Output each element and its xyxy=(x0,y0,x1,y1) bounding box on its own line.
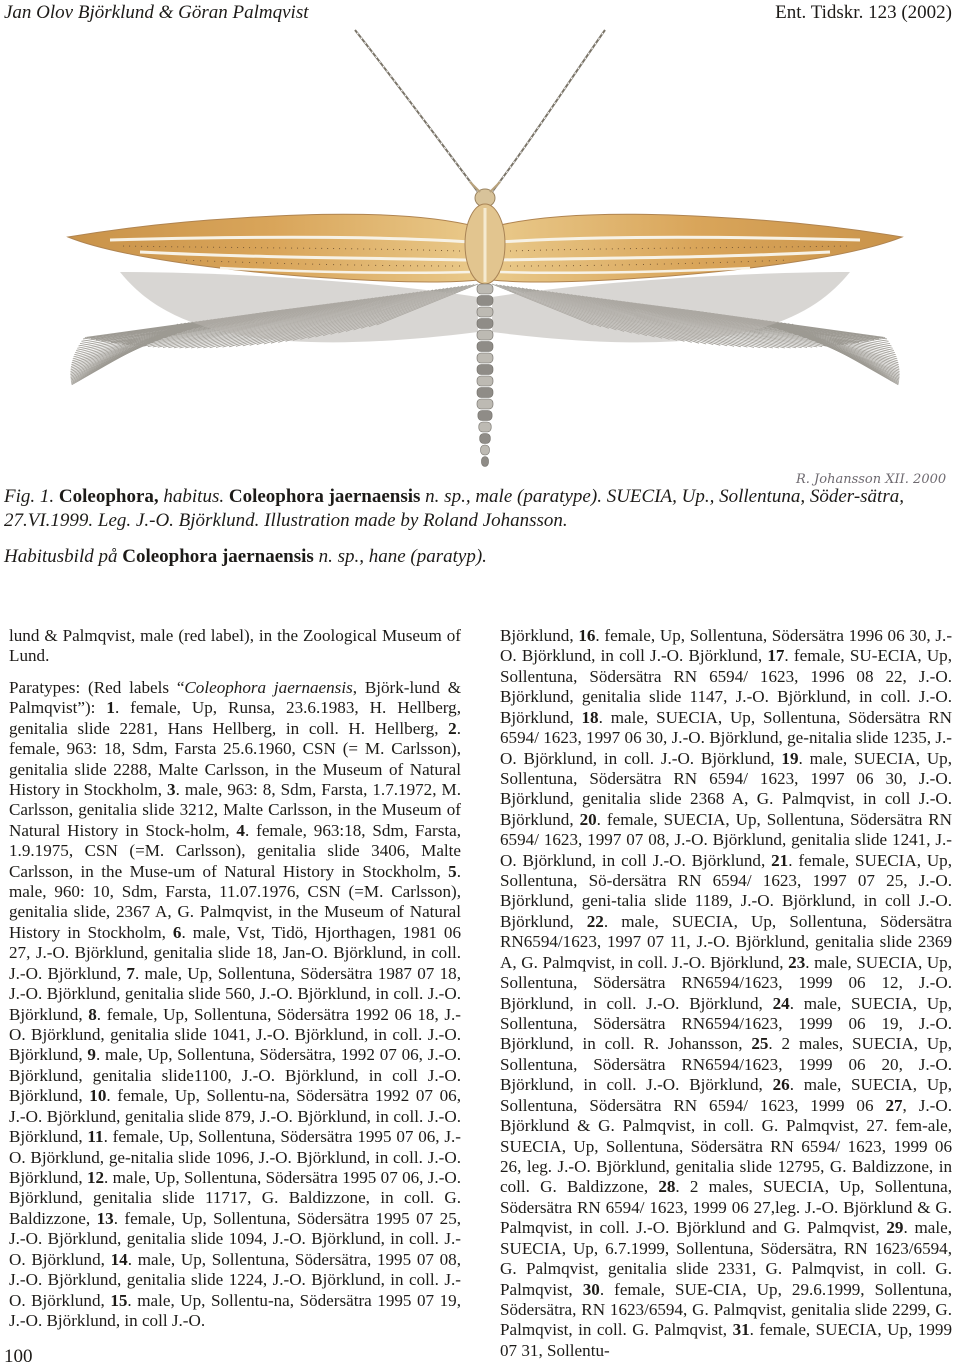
bold-run: 21 xyxy=(771,850,789,870)
text-run: . female, Up, Sollentuna, Södersätra 1995 07 25, J.-O. Björklund, genitalia slide 1094, J.-O. Björklund, in coll. J.-O. Björklund, xyxy=(9,1208,462,1269)
text-run: . female, SU-ECIA, Up, Sollentuna, Södersätra RN 6594/ 1623, 1996 08 22, J.-O. Björklund, genitalia slide 1147, J.-O. Björklund, in coll. J.-O. Björklund, xyxy=(500,646,952,727)
bold-run: 31 xyxy=(732,1320,750,1340)
text-run: Paratypes: xyxy=(9,677,81,697)
bold-run: Coleophora jaernaensis xyxy=(122,546,314,567)
bold-run: 19 xyxy=(781,748,799,768)
right-forewing xyxy=(492,214,902,282)
text-run: . male, Up, Sollentuna, Södersätra 1995 07 06, J.-O. Björklund, genitalia slide 11717, G. Baldizzone, in coll. G. Baldizzone, xyxy=(9,1167,462,1228)
text-run: . female, 963:18, Sdm, Farsta, 1.9.1975, CSN (=M. Carlsson), genitalia slide 3406, Malte Carlsson, in the Muse-um of Natural History in Stockholm, xyxy=(9,820,461,881)
text-run: . male, SUECIA, Up, Sollentuna, Södersätra RN 6594/ 1623, 1997 06 30, J.-O. Björklund, genitalia slide 2368 A, G. Palmqvist, in coll J.-O. Björklund, xyxy=(500,748,952,829)
text-run: habitus. xyxy=(158,486,229,507)
text-run: . male, SUECIA, Up, Sollentuna, Södersätra RN6594/1623, 1999 06 12, J.-O. Björklund, in coll. J.-O. Björklund, xyxy=(500,952,952,1013)
bold-run: 23 xyxy=(788,952,806,972)
text-run: n. sp., male (paratype). SUECIA, Up., Sollentuna, Söder-sätra, 27.VI.1999. Leg. J.-O. Björklund. Illustration made by Roland Johansson. xyxy=(4,486,904,531)
bold-run: 30 xyxy=(582,1279,600,1299)
bold-run: 22 xyxy=(586,911,604,931)
moth-illustration xyxy=(0,22,960,500)
header-journal: Ent. Tidskr. 123 (2002) xyxy=(775,2,952,23)
bold-run: 28 xyxy=(658,1177,676,1197)
bold-run: 11 xyxy=(87,1127,104,1147)
text-run: , Björk-lund & Palmqvist”): xyxy=(9,677,461,718)
bold-run: 16 xyxy=(578,626,596,645)
text-run: n. sp., hane (paratyp). xyxy=(313,546,487,567)
figure-caption xyxy=(4,485,952,569)
bold-run: 1 xyxy=(106,698,115,718)
text-run: . female, Up, Sollentuna, Södersätra 1995 07 06, J.-O. Björklund, ge-nitalia slide 1096, J.-O. Björklund, in coll. J.-O. Björklund, xyxy=(9,1127,461,1187)
text-run: Habitusbild på xyxy=(4,546,123,567)
text-run: . male, SUECIA, Up, 6.7.1999, Sollentuna, Södersätra, RN 1623/6594, G. Palmqvist, genitalia slide 2331, G. Palmqvist, in coll. G. Palmqvist, xyxy=(500,1218,952,1299)
text-run: . female, SUE-CIA, Up, 29.6.1999, Sollentuna, Södersätra, RN 1623/6594, G. Palmqvist, genitalia slide 2299, G. Palmqvist, in coll. G. Palmqvist, xyxy=(500,1279,953,1340)
left-forewing xyxy=(68,214,478,282)
text-run: . male, Vst, Tidö, Hjorthagen, 1981 06 27, J.-O. Björklund, genitalia slide 18, Jan-O. Björklund, in coll. J.-O. Björklund, xyxy=(9,922,462,983)
text-run: . female, SUECIA, Up, Sollentuna, Södersätra RN 6594/ 1623, 1997 07 08, J.-O. Björklund, genitalia slide 1241, J.-O. Björklund, in coll J.-O. Björklund, xyxy=(500,809,953,870)
text-run: . female, 963: 18, Sdm, Farsta 25.6.1960, CSN (= M. Carlsson), genitalia slide 2288, Malte Carlsson, in the Museum of Natural History in Stockholm, xyxy=(9,718,461,799)
moth-thorax xyxy=(465,204,505,284)
text-run: . 2 males, SUECIA, Up, Sollentuna, Södersätra RN 6594/ 1623, 1999 06 27,leg. J.-O. Björklund & G. Palmqvist, in coll. J.-O. Björklund and G. Palmqvist, xyxy=(500,1177,952,1238)
bold-run: 4 xyxy=(236,820,245,840)
text-run: (Red labels “ xyxy=(80,677,185,697)
text-run: . female, SUECIA, Up, Sollentuna, Sö-dersätra RN 6594/ 1623, 1997 07 25, J.-O. Björklund, geni-talia slide 1189, J.-O. Björklund, in coll J.-O. Björklund, xyxy=(500,850,952,931)
bold-run: 5 xyxy=(448,861,457,881)
text-run: . female, Up, Sollentu-na, Södersätra 1992 07 06, J.-O. Björklund, genitalia slide 879, J.-O. Björklund, in coll. J.-O. Björklund, xyxy=(9,1086,462,1147)
text-run: . male, Up, Sollentuna, Södersätra, 1995 07 08, J.-O. Björklund, genitalia slide 1224, J.-O. Björklund, in coll. J.-O. Björklund, xyxy=(9,1249,462,1310)
caption-swedish xyxy=(4,545,952,569)
bold-run: 13 xyxy=(96,1208,114,1228)
text-run: lund & Palmqvist, male (red label), in the Zoological Museum of Lund. xyxy=(9,626,461,666)
bold-run: 12 xyxy=(86,1167,105,1187)
bold-run: 10 xyxy=(89,1086,107,1106)
text-run: . female, Up, Runsa, 23.6.1983, H. Hellberg, genitalia slide 2281, Hans Hellberg, in coll. H. Hellberg, xyxy=(9,698,461,738)
bold-run: 17 xyxy=(767,646,785,666)
paragraph-holotype-end xyxy=(9,626,461,667)
text-run: . female, SUECIA, Up, 1999 07 31, Sollentu- xyxy=(500,1320,952,1360)
bold-run: 7 xyxy=(126,963,135,983)
moth-head xyxy=(470,182,500,207)
text-run: . male, Up, Sollentuna, Södersätra, 1992 07 06, J.-O. Björklund, genitalia slide1100, J.-O. Björklund, in coll J.-O. Björklund, xyxy=(9,1045,461,1106)
bold-run: Coleophora, xyxy=(58,486,159,507)
bold-run: 29 xyxy=(886,1218,904,1238)
text-run: . male, Up, Sollentuna, Södersätra 1987 07 18, J.-O. Björklund, genitalia slide 560, J.-O. Björklund, in coll. J.-O. Björklund, xyxy=(9,963,461,1024)
paragraph-paratypes xyxy=(9,678,461,1332)
bold-run: Coleophora jaernaensis xyxy=(228,486,421,507)
text-run: . male, SUECIA, Up, Sollentuna, Södersätra RN6594/1623, 1999 06 19, J.-O. Björklund, in coll. R. Johansson, xyxy=(500,993,952,1054)
text-run: Fig. 1. xyxy=(4,486,59,507)
moth-abdomen xyxy=(477,284,493,467)
text-run: . male, 963: 8, Sdm, Farsta, 1.7.1972, M. Carlsson, genitalia slide 3212, Malte Carlsson, in the Museum of Natural History in Stock-holm, xyxy=(9,779,461,840)
bold-run: 6 xyxy=(172,922,182,942)
text-run: Björklund, xyxy=(500,626,579,645)
bold-run: 2 xyxy=(448,718,457,738)
paragraph-paratypes-continued xyxy=(500,626,952,1361)
header-authors: Jan Olov Björklund & Göran Palmqvist xyxy=(4,2,309,23)
bold-run: 8 xyxy=(88,1004,97,1024)
text-run: , J.-O. Björklund & G. Palmqvist, in coll. G. Palmqvist, 27. fem-ale, SUECIA, Up, Sollentuna, Södersätra RN 6594/ 1623, 1999 06 26, leg. J.-O. Björklund, genitalia slide 12795, G. Baldizzone, in coll. G. Baldizzone, xyxy=(500,1095,952,1197)
text-run: . male, SUECIA, Up, Sollentuna, Södersätra RN 6594/ 1623, 1997 06 30, J.-O. Björklund, ge-nitalia slide 1235, J.-O. Björklund, in coll. J.-O. Björklund, xyxy=(500,707,953,768)
bold-run: 15 xyxy=(110,1290,128,1310)
italic-run: Coleophora jaernaensis xyxy=(184,677,353,697)
bold-run: 27 xyxy=(885,1095,903,1115)
page-number: 100 xyxy=(4,1346,33,1367)
caption-english xyxy=(4,485,952,533)
text-run: . 2 males, SUECIA, Up, Sollentuna, Södersätra RN6594/1623, 1999 06 20, J.-O. Björklund, in coll. J.-O. Björklund, xyxy=(500,1034,952,1095)
text-run: . female, Up, Sollentuna, Södersätra 1996 06 30, J.-O. Björklund, in coll J.-O. Björklund, xyxy=(500,626,953,666)
right-antenna xyxy=(492,30,605,192)
habitus-figure xyxy=(0,22,960,500)
bold-run: 20 xyxy=(579,809,597,829)
text-run: . male, 960: 10, Sdm, Farsta, 11.07.1976, CSN (=M. Carlsson), genitalia slide, 2367 A, G. Palmqvist, in the Museum of Natural History in Stockholm, xyxy=(9,861,461,942)
bold-run: 14 xyxy=(110,1249,128,1269)
text-column-right xyxy=(500,626,952,1361)
text-run: . female, Up, Sollentuna, Södersätra 1992 06 18, J.-O. Björklund, genitalia slide 1041, J.-O. Björklund, in coll. J.-O. Björklund, xyxy=(9,1004,461,1065)
svg-text:R. Johansson XII. 2000: R. Johansson XII. 2000 xyxy=(796,472,947,487)
text-column-left xyxy=(9,626,461,1331)
bold-run: 26 xyxy=(772,1075,790,1095)
bold-run: 24 xyxy=(772,993,790,1013)
text-run: . male, SUECIA, Up, Sollentuna, Södersätra RN 6594/ 1623, 1999 06 xyxy=(500,1075,952,1115)
bold-run: 18 xyxy=(581,707,599,727)
text-run: . male, SUECIA, Up, Sollentuna, Södersätra RN6594/1623, 1997 07 11, J.-O. Björklund, genitalia slide 2369 A, G. Palmqvist, in coll. J.-O. Björklund, xyxy=(500,911,953,972)
text-run: . male, Up, Sollentu-na, Södersätra 1995 07 19, J.-O. Björklund, in coll J.-O. xyxy=(9,1290,462,1330)
bold-run: 3 xyxy=(167,779,176,799)
left-antenna xyxy=(355,30,478,192)
bold-run: 9 xyxy=(87,1045,96,1065)
bold-run: 25 xyxy=(751,1034,769,1054)
